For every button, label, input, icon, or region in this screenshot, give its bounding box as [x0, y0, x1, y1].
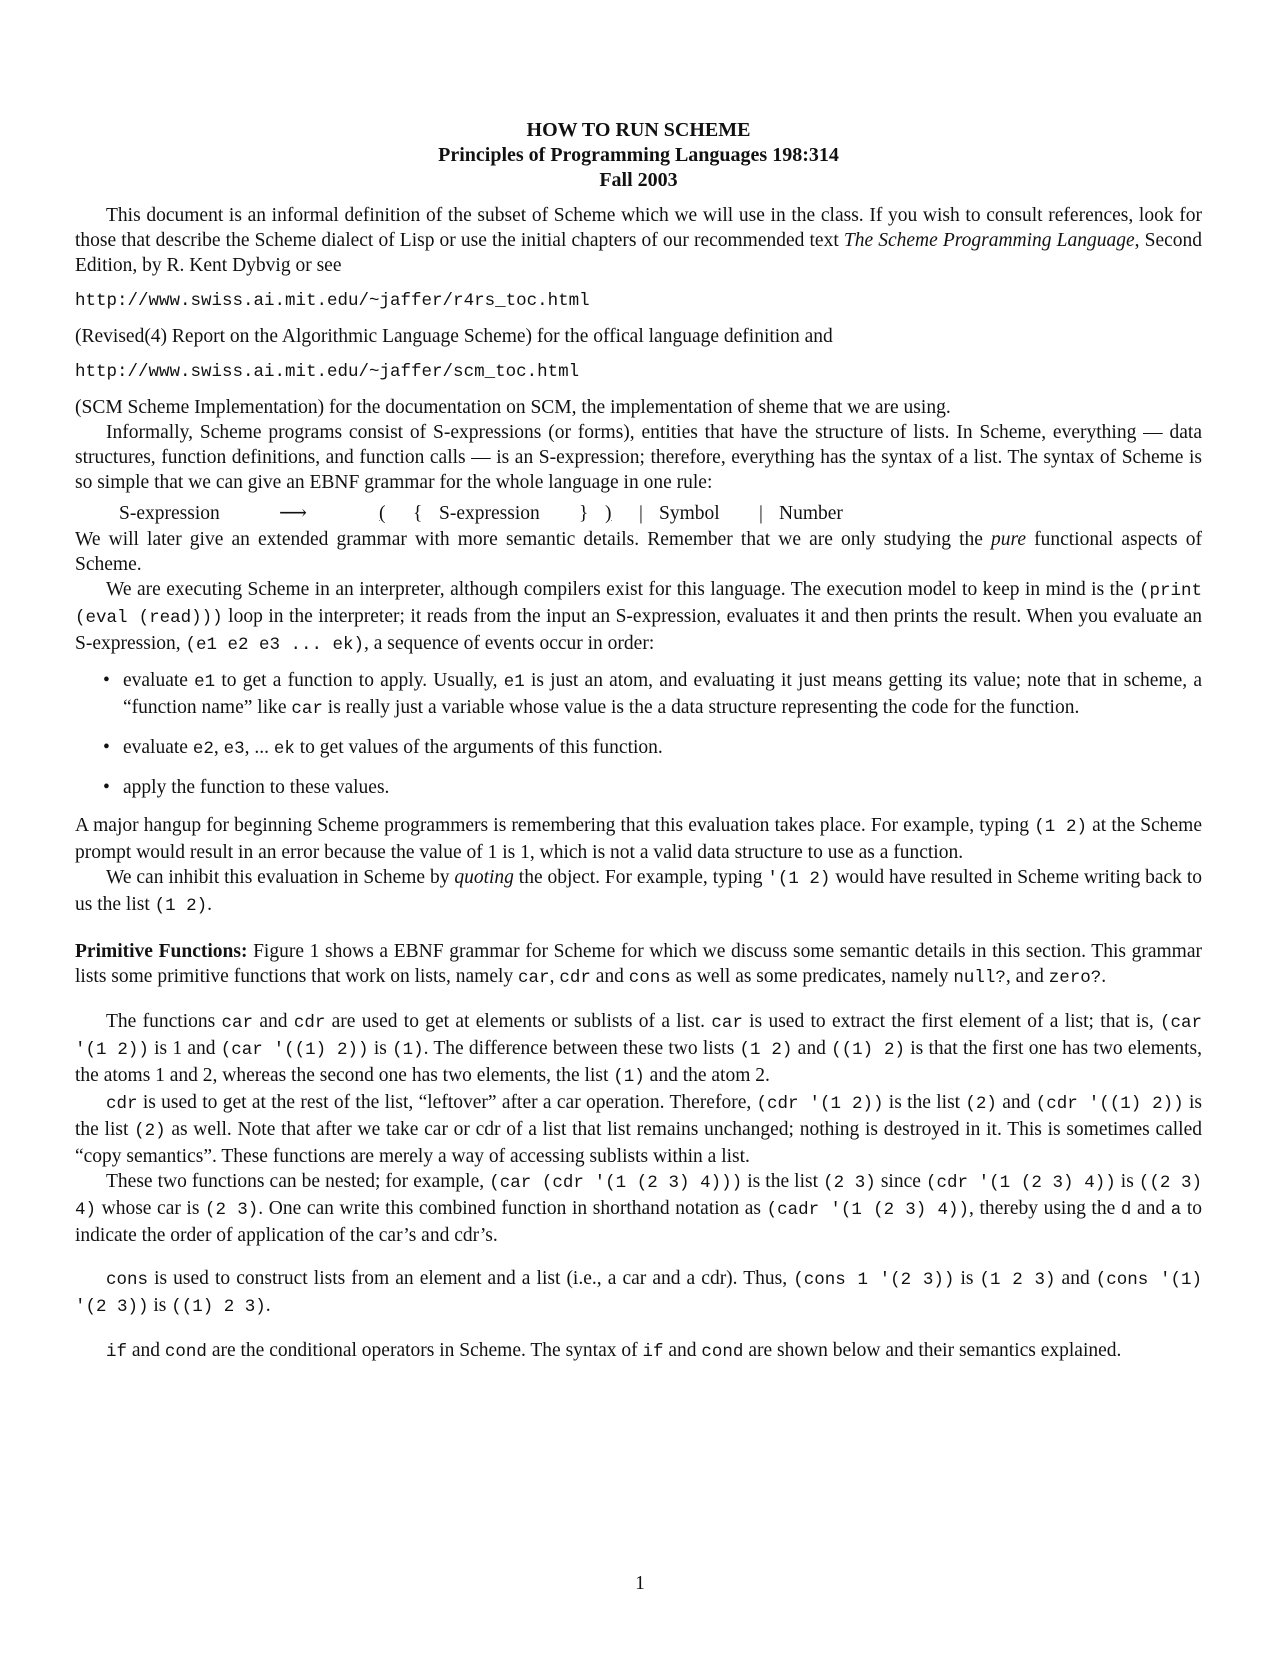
evaluation-steps-list — [75, 668, 1202, 800]
intro-paragraph: This document is an informal definition of the subset of Scheme which we will use in the class. If you wish to consult references, look for those that describe the Scheme dialect of Lisp or use the initial chapters of our recommended text The Scheme Programming Language, Second Edition, by R. Kent Dybvig or see — [75, 205, 1202, 276]
pure-paragraph: We will later give an extended grammar with more semantic details. Remember that we are only studying the pure functional aspects of Scheme. — [75, 529, 1202, 575]
list-item: • evaluate e2, e3, ... ek to get values of the arguments of this function. — [123, 735, 1202, 762]
quoting-paragraph: We can inhibit this evaluation in Scheme by quoting the object. For example, typing '(1 2) would have resulted in Scheme writing back to us the list (1 2). — [75, 867, 1202, 916]
section-heading: Primitive Functions: — [75, 941, 248, 962]
ebnf-rbrace: } — [579, 503, 589, 524]
list-item: • evaluate e1 to get a function to apply. Usually, e1 is just an atom, and evaluating it just means getting its value; note that in scheme, a “function name” like car is really just a variable whose value is the a data structure representing the code for the function. — [123, 668, 1202, 722]
ebnf-symbol: Symbol — [659, 503, 720, 524]
primitive-functions-paragraph: Primitive Functions: Figure 1 shows a EBNF grammar for Scheme for which we discuss some semantic details in this section. This grammar lists some primitive functions that work on lists, namely car, cdr and cons as well as some predicates, namely null?, and zero?. — [75, 941, 1202, 988]
ebnf-rparen: ) — [605, 503, 612, 524]
list-item: • apply the function to these values. — [123, 775, 1202, 800]
ebnf-rhs: S-expression — [439, 503, 540, 524]
r4rs-description: (Revised(4) Report on the Algorithmic Language Scheme) for the offical language definition and — [75, 326, 833, 347]
page-number: 1 — [635, 1573, 645, 1594]
ebnf-number: Number — [779, 503, 843, 524]
ebnf-arrow-icon: ⟶ — [279, 503, 307, 524]
interpreter-paragraph: We are executing Scheme in an interpreter, although compilers exist for this language. The execution model to keep in mind is the (print (eval (read))) loop in the interpreter; it reads from the input an S-expression, evaluates it and then prints the result. When you evaluate an S-expression, (e1 e2 e3 ... ek), a sequence of events occur in order: — [75, 579, 1202, 655]
document-title-block — [75, 118, 1202, 193]
course-subtitle: Principles of Programming Languages 198:314 — [438, 144, 839, 166]
r4rs-link[interactable]: http://www.swiss.ai.mit.edu/~jaffer/r4rs_toc.html — [75, 291, 590, 311]
ebnf-lhs: S-expression — [119, 503, 220, 524]
ebnf-rule — [119, 501, 1202, 527]
cdr-paragraph: cdr is used to get at the rest of the list, “leftover” after a car operation. Therefore, (cdr '(1 2)) is the list (2) and (cdr '((1) 2)) is the list (2) as well. Note that after we take car or cdr of a list that list remains unchanged; nothing is destroyed in it. This is sometimes called “copy semantics”. These functions are merely a way of accessing sublists within a list. — [75, 1092, 1202, 1167]
conditional-paragraph: if and cond are the conditional operators in Scheme. The syntax of if and cond are shown below and their semantics explained. — [106, 1340, 1122, 1362]
cons-paragraph: cons is used to construct lists from an element and a list (i.e., a car and a cdr). Thus, (cons 1 '(2 3)) is (1 2 3) and (cons '(1) '(2 3)) is ((1) 2 3). — [75, 1268, 1202, 1317]
book-title: The Scheme Programming Language — [843, 230, 1135, 251]
page-title: HOW TO RUN SCHEME — [526, 119, 751, 141]
ebnf-lparen: ( — [379, 503, 386, 524]
car-cdr-paragraph: The functions car and cdr are used to get at elements or sublists of a list. car is used to extract the first element of a list; that is, (car '(1 2)) is 1 and (car '((1) 2)) is (1). The difference between these two lists (1 2) and ((1) 2) is that the first one has two elements, the atoms 1 and 2, whereas the second one has two elements, the list (1) and the atom 2. — [75, 1011, 1203, 1087]
scm-link[interactable]: http://www.swiss.ai.mit.edu/~jaffer/scm_toc.html — [75, 362, 580, 382]
ebnf-lbrace: { — [413, 503, 423, 524]
hangup-paragraph: A major hangup for beginning Scheme programmers is remembering that this evaluation takes place. For example, typing (1 2) at the Scheme prompt would result in an error because the value of 1 is 1, which is not a valid data structure to use as a function. — [75, 815, 1203, 863]
ebnf-bar: | — [759, 503, 763, 524]
ebnf-bar: | — [639, 503, 643, 524]
nesting-paragraph: These two functions can be nested; for example, (car (cdr '(1 (2 3) 4))) is the list (2 3) since (cdr '(1 (2 3) 4)) is ((2 3) 4) whose car is (2 3). One can write this combined function in shorthand notation as (cadr '(1 (2 3) 4)), thereby using the d and a to indicate the order of application of the car’s and cdr’s. — [75, 1171, 1203, 1246]
sexpression-paragraph: Informally, Scheme programs consist of S-expressions (or forms), entities that have the structure of lists. In Scheme, everything — data structures, function definitions, and function calls — is an S-expression; therefore, everything has the syntax of a list. The syntax of Scheme is so simple that we can give an EBNF grammar for the whole language in one rule: — [75, 422, 1202, 493]
term-subtitle: Fall 2003 — [599, 169, 678, 191]
scm-description: (SCM Scheme Implementation) for the documentation on SCM, the implementation of sheme that we are using. — [75, 397, 951, 418]
document-page — [75, 118, 1202, 1365]
